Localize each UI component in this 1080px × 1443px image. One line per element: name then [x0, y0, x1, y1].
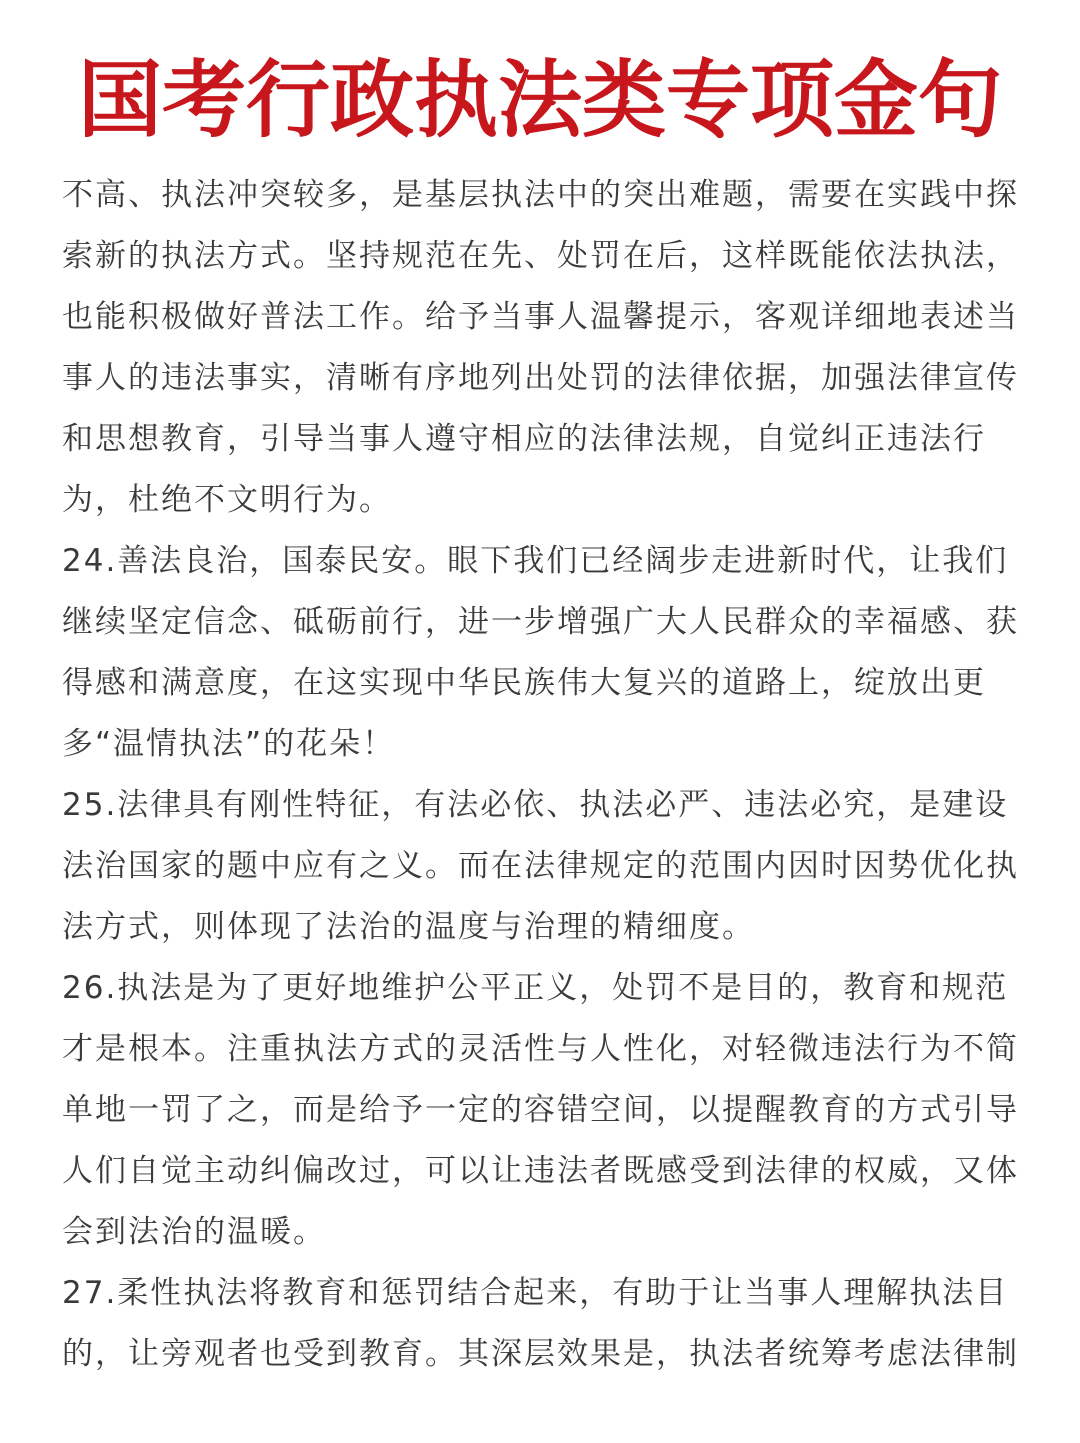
article-body — [62, 165, 1022, 1385]
page-title: 国考行政执法类专项金句 — [77, 51, 1002, 149]
paragraph-27: 27.柔性执法将教育和惩罚结合起来，有助于让当事人理解执法目的，让旁观者也受到教育。其深层效果是，执法者统筹考虑法律制 — [62, 1275, 1019, 1372]
paragraph-25: 25.法律具有刚性特征，有法必依、执法必严、违法必究，是建设法治国家的题中应有之义。而在法律规定的范围内因时因势优化执法方式，则体现了法治的温度与治理的精细度。 — [62, 787, 1019, 945]
paragraph-continued: 不高、执法冲突较多，是基层执法中的突出难题，需要在实践中探索新的执法方式。坚持规范在先、处罚在后，这样既能依法执法，也能积极做好普法工作。给予当事人温馨提示，客观详细地表述当事人的违法事实，清晰有序地列出处罚的法律依据，加强法律宣传和思想教育，引导当事人遵守相应的法律法规，自觉纠正违法行为，杜绝不文明行为。 — [62, 177, 1019, 518]
paragraph-24: 24.善法良治，国泰民安。眼下我们已经阔步走进新时代，让我们继续坚定信念、砥砺前行，进一步增强广大人民群众的幸福感、获得感和满意度，在这实现中华民族伟大复兴的道路上，绽放出更多“温情执法”的花朵！ — [62, 543, 1019, 762]
paragraph-26: 26.执法是为了更好地维护公平正义，处罚不是目的，教育和规范才是根本。注重执法方式的灵活性与人性化，对轻微违法行为不简单地一罚了之，而是给予一定的容错空间，以提醒教育的方式引导人们自觉主动纠偏改过，可以让违法者既感受到法律的权威，又体会到法治的温暖。 — [62, 970, 1019, 1250]
